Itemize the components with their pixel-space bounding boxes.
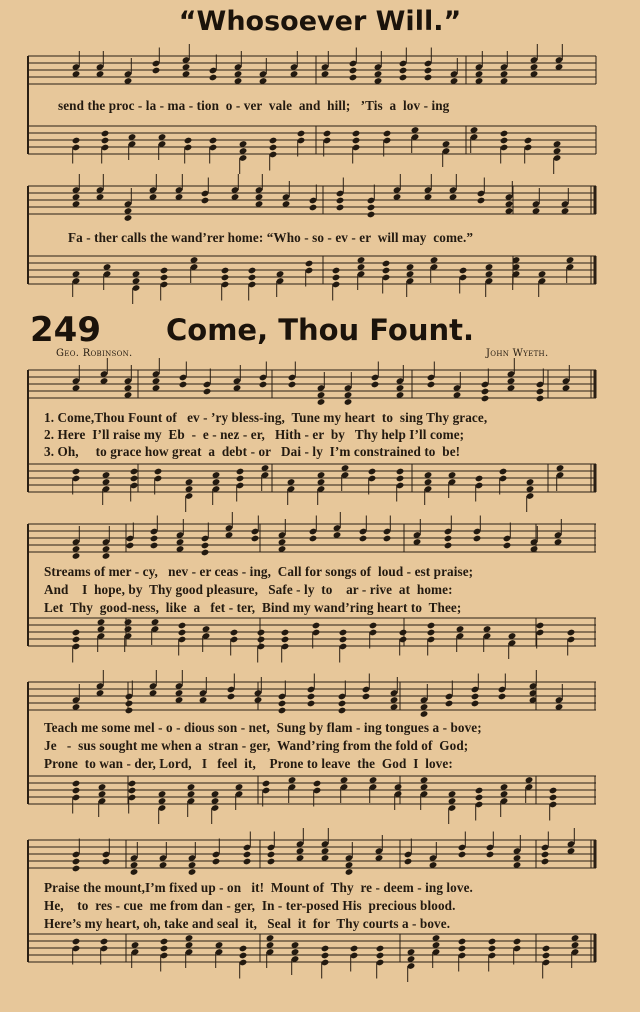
note-head <box>382 260 391 268</box>
notes-treble <box>72 670 564 718</box>
note-head <box>321 952 330 960</box>
note-head <box>227 693 236 701</box>
note-head <box>332 274 341 282</box>
composer-credit: John Wyeth. <box>486 348 549 359</box>
note-head <box>471 693 480 701</box>
note-head <box>128 787 137 795</box>
note-head <box>475 475 484 483</box>
note-head <box>178 629 187 637</box>
verse-line: Here’s my heart, oh, take and seal it, Seal it for Thy courts a - bove. <box>44 916 451 931</box>
note-head <box>458 945 467 953</box>
note-head <box>427 381 436 389</box>
note-head <box>257 629 266 637</box>
note-head <box>72 636 81 644</box>
note-head <box>549 794 558 802</box>
note-head <box>230 629 239 637</box>
note-head <box>313 780 322 788</box>
note-head <box>201 197 210 205</box>
note-head <box>542 952 551 960</box>
note-head <box>541 858 550 866</box>
note-head <box>498 693 507 701</box>
note-head <box>72 787 81 795</box>
note-head <box>488 945 497 953</box>
note-head <box>248 267 257 275</box>
note-head <box>459 267 468 275</box>
note-head <box>102 552 111 560</box>
note-head <box>445 700 454 708</box>
note-head <box>336 204 345 212</box>
note-head <box>126 542 135 550</box>
note-head <box>72 552 81 560</box>
note-head <box>488 938 497 946</box>
note-head <box>359 535 368 543</box>
note-head <box>352 137 361 145</box>
author-credit: Geo. Robinson. <box>56 348 133 359</box>
notes-treble <box>72 174 570 222</box>
note-head <box>481 395 490 403</box>
note-head <box>321 945 330 953</box>
note-head <box>257 636 266 644</box>
note-head <box>160 938 169 946</box>
note-head <box>458 938 467 946</box>
note-head <box>383 535 392 543</box>
note-head <box>179 381 188 389</box>
note-head <box>427 622 436 630</box>
note-head <box>259 381 268 389</box>
note-head <box>350 945 359 953</box>
note-head <box>188 868 197 876</box>
note-head <box>209 137 218 145</box>
note-head <box>338 700 347 708</box>
note-head <box>128 780 137 788</box>
note-head <box>473 535 482 543</box>
note-head <box>125 700 134 708</box>
note-head <box>212 858 221 866</box>
note-head <box>130 468 139 476</box>
verse-line: Prone to wan - der, Lord, I feel it, Prone to leave the God I love: <box>44 756 453 771</box>
note-head <box>396 475 405 483</box>
verse-line: 3. Oh, to grace how great a debt - or Dai - ly I’m constrained to be! <box>44 444 461 459</box>
note-head <box>248 274 257 282</box>
note-head <box>243 858 252 866</box>
note-head <box>399 67 408 75</box>
verse-line: Teach me some mel - o - dious son - net, Sung by flam - ing tongues a - bove; <box>44 720 482 735</box>
note-head <box>536 388 545 396</box>
note-head <box>72 468 81 476</box>
note-head <box>209 74 218 82</box>
note-head <box>424 67 433 75</box>
note-head <box>317 398 326 406</box>
note-head <box>503 542 512 550</box>
note-head <box>371 381 380 389</box>
note-head <box>281 629 290 637</box>
hymn-title-whosoever: “Whosoever Will.” <box>178 6 462 37</box>
note-head <box>481 388 490 396</box>
note-head <box>124 214 133 222</box>
note-head <box>567 629 576 637</box>
note-head <box>376 945 385 953</box>
note-head <box>382 267 391 275</box>
note-head <box>349 74 358 82</box>
note-head <box>345 868 354 876</box>
note-head <box>444 542 453 550</box>
note-head <box>305 260 314 268</box>
note-head <box>278 707 287 715</box>
note-head <box>344 398 353 406</box>
note-head <box>367 204 376 212</box>
lyric-line: send the proc - la - ma - tion o - ver vale and hill; ’Tis a lov - ing <box>58 98 450 113</box>
note-head <box>475 787 484 795</box>
note-head <box>160 267 169 275</box>
note-head <box>362 693 371 701</box>
note-head <box>542 945 551 953</box>
note-head <box>352 130 361 138</box>
verse-line: He, to res - cue me from dan - ger, In - ter-posed His precious blood. <box>44 898 456 913</box>
note-head <box>541 851 550 859</box>
note-head <box>536 395 545 403</box>
note-head <box>72 780 81 788</box>
note-head <box>309 204 318 212</box>
note-head <box>125 707 134 715</box>
note-head <box>444 535 453 543</box>
notes-treble <box>72 828 576 876</box>
note-head <box>339 636 348 644</box>
note-head <box>152 67 161 75</box>
note-head <box>236 475 245 483</box>
note-head <box>424 74 433 82</box>
notes-treble <box>72 44 564 85</box>
treble-staff <box>28 56 596 84</box>
note-head <box>427 629 436 637</box>
verse-line: Praise the mount,I’m fixed up - on it! Mount of Thy re - deem - ing love. <box>44 880 473 895</box>
note-head <box>500 130 509 138</box>
note-head <box>130 868 139 876</box>
note-head <box>499 468 508 476</box>
note-head <box>72 629 81 637</box>
note-head <box>160 945 169 953</box>
note-head <box>549 787 558 795</box>
note-head <box>160 274 169 282</box>
note-head <box>513 938 522 946</box>
note-head <box>338 707 347 715</box>
note-head <box>399 629 408 637</box>
note-head <box>102 858 111 866</box>
note-head <box>269 137 278 145</box>
note-head <box>101 130 110 138</box>
note-head <box>376 952 385 960</box>
note-head <box>236 468 245 476</box>
note-head <box>262 780 271 788</box>
hymn-number: 249 <box>30 310 101 350</box>
note-head <box>154 468 163 476</box>
note-head <box>130 475 139 483</box>
note-head <box>332 267 341 275</box>
note-head <box>150 535 159 543</box>
note-head <box>477 197 486 205</box>
note-head <box>309 535 318 543</box>
note-head <box>201 549 210 557</box>
note-head <box>221 274 230 282</box>
note-head <box>339 629 348 637</box>
note-head <box>178 622 187 630</box>
bass-staff <box>28 126 596 154</box>
note-head <box>288 381 297 389</box>
note-head <box>367 211 376 219</box>
note-head <box>184 137 193 145</box>
note-head <box>383 130 392 138</box>
note-head <box>307 693 316 701</box>
verse-line: Let Thy good-ness, like a fet - ter, Bind my wand’ring heart to Thee; <box>44 600 462 615</box>
note-head <box>100 938 109 946</box>
note-head <box>72 865 81 873</box>
note-head <box>203 388 212 396</box>
note-head <box>524 137 533 145</box>
note-head <box>281 636 290 644</box>
note-head <box>221 267 230 275</box>
note-head <box>486 851 495 859</box>
note-head <box>150 542 159 550</box>
note-head <box>239 952 248 960</box>
notes-treble <box>72 512 563 560</box>
note-head <box>420 710 429 718</box>
note-head <box>101 137 110 145</box>
note-head <box>307 700 316 708</box>
note-head <box>536 622 545 630</box>
note-head <box>297 130 306 138</box>
verse-line: 2. Here I’ll raise my Eb - e - nez - er, Hith - er by Thy help I’ll come; <box>44 427 465 442</box>
note-head <box>399 74 408 82</box>
note-head <box>278 700 287 708</box>
note-head <box>475 794 484 802</box>
hymn-title: Come, Thou Fount. <box>165 313 475 347</box>
note-head <box>349 67 358 75</box>
note-head <box>72 938 81 946</box>
note-head <box>312 622 321 630</box>
note-head <box>368 468 377 476</box>
note-head <box>251 535 260 543</box>
note-head <box>458 851 467 859</box>
verse-line: Je - sus sought me when a stran - ger, Wand’ring from the fold of God; <box>44 738 469 753</box>
note-head <box>471 700 480 708</box>
note-head <box>267 851 276 859</box>
note-head <box>323 130 332 138</box>
note-head <box>72 858 81 866</box>
lyric-line: Fa - ther calls the wand’rer home: “Who - so - ev - er will may come.” <box>68 230 474 245</box>
note-head <box>239 945 248 953</box>
note-head <box>396 468 405 476</box>
note-head <box>404 858 413 866</box>
verse-line: And I hope, by Thy good pleasure, Safe - ly to ar - rive at home: <box>44 582 453 597</box>
note-head <box>201 542 210 550</box>
note-head <box>369 622 378 630</box>
note-head <box>267 858 276 866</box>
note-head <box>72 137 81 145</box>
note-head <box>269 144 278 152</box>
notes-treble <box>72 358 571 406</box>
note-head <box>500 137 509 145</box>
verse-line: 1. Come,Thou Fount of ev - ’ry bless-ing, Tune my heart to sing Thy grace, <box>44 410 488 425</box>
note-head <box>336 197 345 205</box>
note-head <box>243 851 252 859</box>
verse-line: Streams of mer - cy, nev - er ceas - ing, Call for songs of loud - est praise; <box>44 564 474 579</box>
